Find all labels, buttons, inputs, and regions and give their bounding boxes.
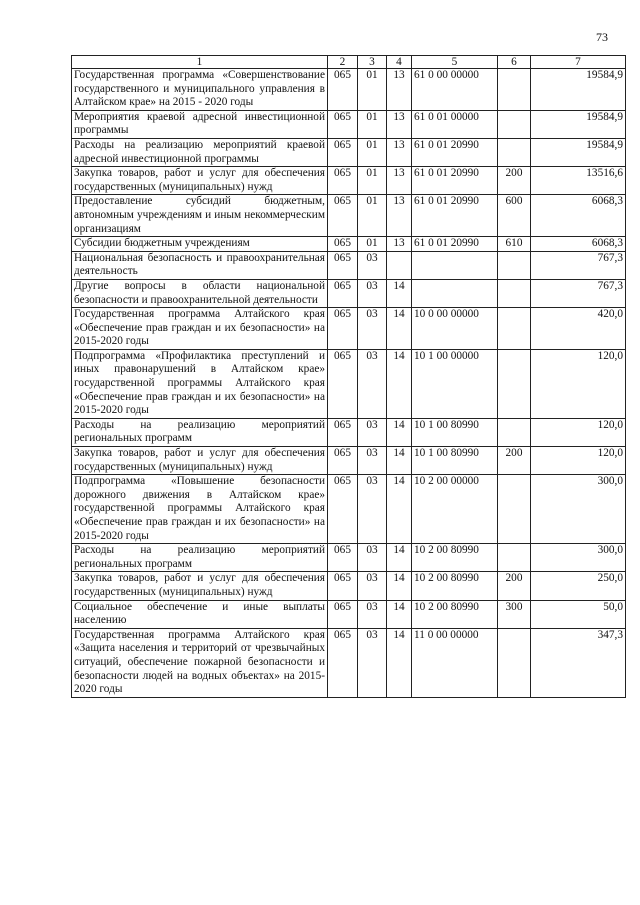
row-expense-type: 200 — [498, 447, 531, 475]
header-col-1: 1 — [72, 56, 328, 69]
row-amount: 420,0 — [531, 308, 626, 350]
row-expense-type — [498, 251, 531, 279]
row-section-code: 01 — [358, 110, 387, 138]
row-target-article: 61 0 01 20990 — [412, 167, 498, 195]
row-amount: 300,0 — [531, 475, 626, 544]
row-target-article: 10 2 00 80990 — [412, 572, 498, 600]
table-row — [72, 110, 626, 138]
row-subsection-code: 14 — [387, 308, 412, 350]
row-grbs-code: 065 — [328, 251, 358, 279]
header-col-5: 5 — [412, 56, 498, 69]
row-name: Закупка товаров, работ и услуг для обеспечения государственных (муниципальных) нужд — [72, 167, 328, 195]
row-section-code: 03 — [358, 251, 387, 279]
row-name: Подпрограмма «Профилактика преступлений и иных правонарушений в Алтайском крае» государственной программы Алтайского края «Обеспечение прав граждан и их безопасности» на 2015-2020 годы — [72, 349, 328, 418]
row-expense-type: 300 — [498, 600, 531, 628]
row-grbs-code: 065 — [328, 279, 358, 307]
row-grbs-code: 065 — [328, 572, 358, 600]
row-amount: 6068,3 — [531, 237, 626, 252]
row-section-code: 03 — [358, 544, 387, 572]
row-target-article: 10 1 00 80990 — [412, 447, 498, 475]
row-grbs-code: 065 — [328, 628, 358, 697]
row-name: Расходы на реализацию мероприятий региональных программ — [72, 544, 328, 572]
table-row — [72, 251, 626, 279]
row-name: Социальное обеспечение и иные выплаты населению — [72, 600, 328, 628]
row-name: Государственная программа Алтайского края «Защита населения и территорий от чрезвычайных ситуаций, обеспечение пожарной безопасности и безопасности людей на водных объектах» на 2015-2020 годы — [72, 628, 328, 697]
row-expense-type — [498, 475, 531, 544]
row-expense-type: 610 — [498, 237, 531, 252]
row-amount: 120,0 — [531, 447, 626, 475]
row-subsection-code: 14 — [387, 279, 412, 307]
table-row — [72, 572, 626, 600]
row-subsection-code: 14 — [387, 628, 412, 697]
row-target-article: 10 1 00 00000 — [412, 349, 498, 418]
row-target-article — [412, 279, 498, 307]
row-section-code: 03 — [358, 279, 387, 307]
table-row — [72, 349, 626, 418]
row-name: Предоставление субсидий бюджетным, автономным учреждениям и иным некоммерческим организациям — [72, 195, 328, 237]
table-row — [72, 69, 626, 111]
table-row — [72, 447, 626, 475]
table-row — [72, 167, 626, 195]
row-amount: 767,3 — [531, 279, 626, 307]
row-section-code: 01 — [358, 69, 387, 111]
row-expense-type — [498, 544, 531, 572]
budget-table — [71, 55, 626, 698]
row-amount: 250,0 — [531, 572, 626, 600]
row-target-article — [412, 251, 498, 279]
row-subsection-code — [387, 251, 412, 279]
row-subsection-code: 14 — [387, 544, 412, 572]
table-row — [72, 600, 626, 628]
row-subsection-code: 13 — [387, 69, 412, 111]
row-grbs-code: 065 — [328, 475, 358, 544]
row-expense-type — [498, 69, 531, 111]
row-section-code: 01 — [358, 167, 387, 195]
table-row — [72, 475, 626, 544]
row-subsection-code: 14 — [387, 349, 412, 418]
row-name: Национальная безопасность и правоохранительная деятельность — [72, 251, 328, 279]
row-amount: 300,0 — [531, 544, 626, 572]
row-name: Подпрограмма «Повышение безопасности дорожного движения в Алтайском крае» государственной программы Алтайского края «Обеспечение прав граждан и их безопасности» на 2015-2020 годы — [72, 475, 328, 544]
row-grbs-code: 065 — [328, 308, 358, 350]
row-subsection-code: 13 — [387, 237, 412, 252]
row-grbs-code: 065 — [328, 110, 358, 138]
row-name: Расходы на реализацию мероприятий региональных программ — [72, 418, 328, 446]
row-name: Расходы на реализацию мероприятий краевой адресной инвестиционной программы — [72, 138, 328, 166]
row-subsection-code: 13 — [387, 138, 412, 166]
row-expense-type — [498, 110, 531, 138]
row-subsection-code: 13 — [387, 110, 412, 138]
row-section-code: 03 — [358, 447, 387, 475]
row-target-article: 61 0 00 00000 — [412, 69, 498, 111]
row-target-article: 61 0 01 20990 — [412, 195, 498, 237]
header-row — [72, 56, 626, 69]
row-target-article: 10 2 00 00000 — [412, 475, 498, 544]
row-name: Закупка товаров, работ и услуг для обеспечения государственных (муниципальных) нужд — [72, 572, 328, 600]
row-grbs-code: 065 — [328, 69, 358, 111]
row-grbs-code: 065 — [328, 418, 358, 446]
row-amount: 120,0 — [531, 349, 626, 418]
row-section-code: 03 — [358, 600, 387, 628]
row-subsection-code: 13 — [387, 195, 412, 237]
row-section-code: 01 — [358, 138, 387, 166]
row-grbs-code: 065 — [328, 600, 358, 628]
row-amount: 19584,9 — [531, 138, 626, 166]
row-expense-type: 600 — [498, 195, 531, 237]
table-row — [72, 195, 626, 237]
row-name: Государственная программа Алтайского края «Обеспечение прав граждан и их безопасности» на 2015-2020 годы — [72, 308, 328, 350]
header-col-2: 2 — [328, 56, 358, 69]
row-target-article: 10 1 00 80990 — [412, 418, 498, 446]
row-expense-type: 200 — [498, 167, 531, 195]
row-subsection-code: 14 — [387, 418, 412, 446]
row-amount: 19584,9 — [531, 69, 626, 111]
table-row — [72, 279, 626, 307]
row-expense-type — [498, 418, 531, 446]
row-name: Мероприятия краевой адресной инвестиционной программы — [72, 110, 328, 138]
table-row — [72, 544, 626, 572]
row-subsection-code: 14 — [387, 600, 412, 628]
table-row — [72, 138, 626, 166]
row-section-code: 03 — [358, 475, 387, 544]
table-row — [72, 237, 626, 252]
row-subsection-code: 14 — [387, 572, 412, 600]
row-section-code: 03 — [358, 349, 387, 418]
row-amount: 6068,3 — [531, 195, 626, 237]
row-section-code: 03 — [358, 572, 387, 600]
row-section-code: 03 — [358, 418, 387, 446]
row-amount: 13516,6 — [531, 167, 626, 195]
row-subsection-code: 13 — [387, 167, 412, 195]
row-expense-type — [498, 308, 531, 350]
row-amount: 120,0 — [531, 418, 626, 446]
header-col-7: 7 — [531, 56, 626, 69]
row-section-code: 03 — [358, 308, 387, 350]
header-col-6: 6 — [498, 56, 531, 69]
row-target-article: 61 0 01 20990 — [412, 138, 498, 166]
row-section-code: 01 — [358, 195, 387, 237]
row-expense-type — [498, 279, 531, 307]
row-target-article: 61 0 01 20990 — [412, 237, 498, 252]
table-row — [72, 418, 626, 446]
row-subsection-code: 14 — [387, 447, 412, 475]
row-expense-type — [498, 138, 531, 166]
row-expense-type — [498, 628, 531, 697]
row-amount: 347,3 — [531, 628, 626, 697]
row-amount: 767,3 — [531, 251, 626, 279]
page-number: 73 — [596, 30, 608, 44]
row-grbs-code: 065 — [328, 349, 358, 418]
row-subsection-code: 14 — [387, 475, 412, 544]
row-grbs-code: 065 — [328, 138, 358, 166]
row-name: Государственная программа «Совершенствование государственного и муниципального управления в Алтайском крае» на 2015 - 2020 годы — [72, 69, 328, 111]
row-expense-type: 200 — [498, 572, 531, 600]
row-grbs-code: 065 — [328, 195, 358, 237]
row-target-article: 61 0 01 00000 — [412, 110, 498, 138]
table-row — [72, 628, 626, 697]
row-amount: 19584,9 — [531, 110, 626, 138]
row-section-code: 01 — [358, 237, 387, 252]
row-grbs-code: 065 — [328, 167, 358, 195]
row-target-article: 10 0 00 00000 — [412, 308, 498, 350]
row-section-code: 03 — [358, 628, 387, 697]
row-target-article: 10 2 00 80990 — [412, 544, 498, 572]
row-expense-type — [498, 349, 531, 418]
row-target-article: 10 2 00 80990 — [412, 600, 498, 628]
row-grbs-code: 065 — [328, 237, 358, 252]
row-name: Закупка товаров, работ и услуг для обеспечения государственных (муниципальных) нужд — [72, 447, 328, 475]
row-grbs-code: 065 — [328, 447, 358, 475]
row-name: Другие вопросы в области национальной безопасности и правоохранительной деятельности — [72, 279, 328, 307]
header-col-4: 4 — [387, 56, 412, 69]
row-target-article: 11 0 00 00000 — [412, 628, 498, 697]
row-name: Субсидии бюджетным учреждениям — [72, 237, 328, 252]
row-amount: 50,0 — [531, 600, 626, 628]
row-grbs-code: 065 — [328, 544, 358, 572]
table-row — [72, 308, 626, 350]
header-col-3: 3 — [358, 56, 387, 69]
